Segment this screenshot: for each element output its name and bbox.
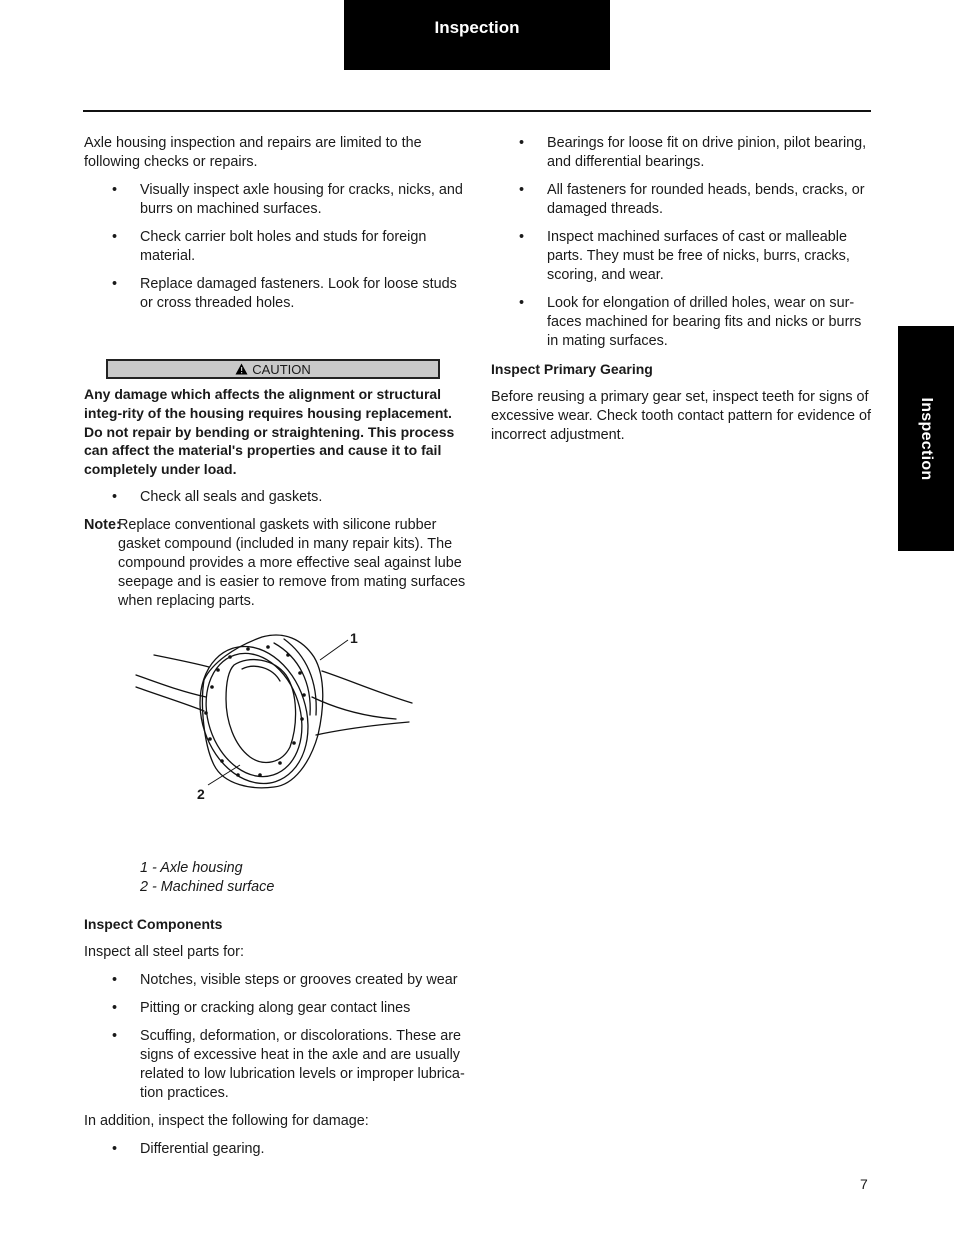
seals-list bbox=[84, 488, 466, 507]
list-item: • Pitting or cracking along gear contact lines bbox=[84, 999, 466, 1018]
header-title: Inspection bbox=[434, 18, 520, 37]
figure-captions bbox=[84, 859, 466, 897]
caption-item: 2 - Machined surface bbox=[140, 878, 275, 895]
components-heading: Inspect Components bbox=[84, 915, 223, 932]
list-item: • Check all seals and gaskets. bbox=[84, 488, 466, 507]
right-column bbox=[491, 134, 871, 454]
caption-item: 1 - Axle housing bbox=[140, 859, 243, 876]
axle-housing-figure bbox=[84, 625, 466, 843]
list-item: • Look for elongation of drilled holes, wear on sur-faces machined for bearing fits and nicks or burrs in mating surfaces. bbox=[491, 294, 871, 351]
list-item: • Replace damaged fasteners. Look for loose studs or cross threaded holes. bbox=[84, 275, 466, 313]
callout-2: 2 bbox=[197, 785, 205, 802]
list-item: • Inspect machined surfaces of cast or malleable parts. They must be free of nicks, burrs, cracks, scoring, and wear. bbox=[491, 228, 871, 285]
note-label: Note: bbox=[84, 516, 121, 533]
damage-list bbox=[84, 1140, 466, 1159]
intro-paragraph: Axle housing inspection and repairs are limited to the following checks or repairs. bbox=[84, 135, 422, 170]
side-tab bbox=[898, 326, 954, 551]
right-damage-list bbox=[491, 134, 871, 351]
primary-gearing-text: Before reusing a primary gear set, inspect teeth for signs of excessive wear. Check tooth contact pattern for evidence of incorrect adjustment. bbox=[491, 389, 871, 443]
caution-text: Any damage which affects the alignment or structural integ-rity of the housing requires housing replacement. Do not repair by bending or straightening. This process can affect the material's properties and cause it to fail completely under load. bbox=[84, 386, 455, 478]
list-item: • Differential gearing. bbox=[84, 1140, 466, 1159]
callout-1: 1 bbox=[350, 629, 358, 646]
warning-icon bbox=[235, 363, 248, 375]
addition-paragraph: In addition, inspect the following for damage: bbox=[84, 1112, 369, 1129]
list-item: • Notches, visible steps or grooves created by wear bbox=[84, 971, 466, 990]
list-item: • Check carrier bolt holes and studs for foreign material. bbox=[84, 228, 466, 266]
components-intro: Inspect all steel parts for: bbox=[84, 943, 244, 960]
list-item: • All fasteners for rounded heads, bends, cracks, or damaged threads. bbox=[491, 181, 871, 219]
primary-gearing-heading: Inspect Primary Gearing bbox=[491, 361, 653, 377]
caution-banner bbox=[106, 359, 440, 379]
page-number: 7 bbox=[860, 1176, 868, 1192]
left-column bbox=[84, 134, 466, 1168]
note-block bbox=[84, 516, 466, 611]
caution-label: CAUTION bbox=[252, 361, 311, 377]
components-list bbox=[84, 971, 466, 1103]
side-tab-label: Inspection bbox=[918, 396, 935, 481]
list-item: • Bearings for loose fit on drive pinion, pilot bearing, and differential bearings. bbox=[491, 134, 871, 172]
list-item: • Scuffing, deformation, or discolorations. These are signs of excessive heat in the axle and are usually related to low lubrication levels or improper lubrica-tion practices. bbox=[84, 1027, 466, 1103]
header-tab bbox=[344, 0, 610, 70]
header-rule bbox=[83, 110, 871, 112]
housing-check-list bbox=[84, 181, 466, 313]
axle-housing-illustration bbox=[134, 625, 434, 825]
note-text: Replace conventional gaskets with silicone rubber gasket compound (included in many repair kits). The compound provides a more effective seal against lube seepage and is easier to remove from mating surfaces when replacing parts. bbox=[118, 516, 466, 609]
list-item: • Visually inspect axle housing for cracks, nicks, and burrs on machined surfaces. bbox=[84, 181, 466, 219]
